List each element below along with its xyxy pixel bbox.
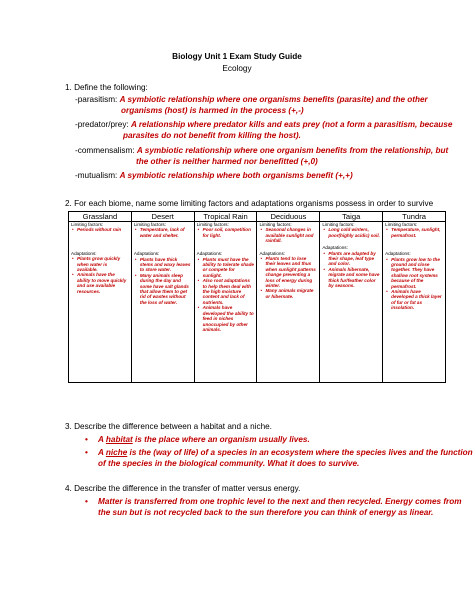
limiting-list xyxy=(322,227,380,238)
limiting-label: Limiting factors: xyxy=(322,222,355,227)
adaptations-list xyxy=(385,257,443,311)
list-item: • Temperature, sunlight, permafrost. xyxy=(391,227,443,238)
adaptations-list xyxy=(134,257,192,306)
limiting-label: Limiting factors: xyxy=(133,222,166,227)
biome-header-row xyxy=(69,212,446,222)
term-predator-prey: -predator/prey: xyxy=(75,120,129,129)
adaptations-list xyxy=(71,256,129,294)
list-item: • Long cold winters, poor(highly acidic) soil. xyxy=(328,227,380,238)
biome-cell-taiga xyxy=(320,222,383,383)
list-item: • Animals have the ability to move quickly and use available resources. xyxy=(77,272,129,294)
term-mutualism: -mutualism: xyxy=(75,171,118,180)
adaptations-list xyxy=(322,251,380,289)
bullet-icon: • xyxy=(85,497,88,506)
list-item: • Plants must have the ability to tolerate shade or compete for sunlight. xyxy=(203,257,255,279)
def-predator-prey xyxy=(75,120,452,131)
q1-prompt: 1. Define the following: xyxy=(65,83,148,92)
biome-header-deciduous: Deciduous xyxy=(257,212,320,222)
adaptations-label: Adaptations: xyxy=(322,245,348,251)
biome-header-tropical-rain: Tropical Rain xyxy=(194,212,257,222)
q4-answer-cont: the sun but is not recycled back to the sun therefore you can think of energy as linear. xyxy=(98,508,434,517)
list-item: • Plants have thick stems and waxy leaves to store water. xyxy=(140,257,192,273)
term-commensalism: -commensalism: xyxy=(75,146,135,155)
bullet-icon: • xyxy=(85,435,88,444)
list-item: • Animals hibernate, migrate and some have thick fur/feather color by seasons. xyxy=(328,267,380,289)
list-item: • Animals have developed a thick layer of fur or fat as insolation. xyxy=(391,289,443,311)
biome-table xyxy=(68,211,446,383)
biome-cell-tropical-rain xyxy=(194,222,257,383)
q4-answer: • Matter is transferred from one trophic level to the next and then recycled. Energy comes from xyxy=(85,497,462,506)
adaptations-list xyxy=(197,257,255,333)
term-parasitism: -parasitism: xyxy=(75,95,118,104)
limiting-list xyxy=(71,227,129,232)
limiting-label: Limiting factors: xyxy=(196,222,229,227)
def-commensalism xyxy=(75,146,448,157)
list-item: • Many animals migrate or hibernate. xyxy=(265,288,317,299)
def-predator-prey-text: A relationship where predator kills and eats prey (not a form a parasitism, because xyxy=(130,120,453,129)
adaptations-label: Adaptations: xyxy=(71,250,97,256)
list-item: • Also root adaptations to help them deal with the high moisture content and lack of nutrients. xyxy=(203,278,255,305)
limiting-list xyxy=(259,227,317,243)
biome-header-desert: Desert xyxy=(131,212,194,222)
adaptations-label: Adaptations: xyxy=(196,251,223,257)
niche-term: niche xyxy=(105,448,128,457)
limiting-list xyxy=(134,227,192,238)
list-item: • Temperature, lack of water and shelter. xyxy=(140,227,192,238)
limiting-label: Limiting factors: xyxy=(259,222,292,227)
q4-prompt: 4. Describe the difference in the transfer of matter versus energy. xyxy=(65,484,301,493)
def-parasitism xyxy=(75,95,428,106)
biome-cell-tundra xyxy=(383,222,446,383)
def-predator-prey-cont: parasites do not benefit from killing the host). xyxy=(123,131,301,140)
habitat-term: habitat xyxy=(105,435,133,444)
adaptations-label: Adaptations: xyxy=(259,250,286,256)
list-item: • Seasonal changes in available sunlight and rainfall. xyxy=(265,227,317,243)
bullet-icon: • xyxy=(85,448,88,457)
limiting-label: Limiting factors: xyxy=(71,222,104,227)
q2-prompt: 2. For each biome, name some limiting factors and adaptations organisms possess in order to survive xyxy=(65,199,434,208)
list-item: • Plants are adapted by their shape, leaf type and color. xyxy=(328,251,380,267)
q3-niche-answer-cont: of the species in the biological community. What it does to survive. xyxy=(98,459,360,468)
def-parasitism-text: A symbiotic relationship where one organisms benefits (parasite) and the other xyxy=(119,95,428,104)
list-item: • Periods without rain xyxy=(77,227,129,232)
q3-prompt: 3. Describe the difference between a habitat and a niche. xyxy=(65,422,272,431)
limiting-list xyxy=(385,227,443,238)
adaptations-label: Adaptations: xyxy=(133,251,160,257)
def-mutualism xyxy=(75,171,353,182)
page-subtitle: Ecology xyxy=(222,64,252,73)
limiting-label: Limiting factors: xyxy=(385,222,418,227)
def-commensalism-cont: the other is neither harmed nor benefitted (+,0) xyxy=(136,157,318,166)
adaptations-label: Adaptations: xyxy=(385,251,411,257)
biome-header-grassland: Grassland xyxy=(69,212,132,222)
list-item: • Plants tend to lose their leaves and thus when sunlight patterns change preventing a loss of energy during winter. xyxy=(265,256,317,288)
q3-niche-answer: • A niche is the (way of life) of a species in an ecosystem where the species lives and the function xyxy=(85,448,473,457)
biome-cell-deciduous xyxy=(257,222,320,383)
list-item: • Poor soil, competition for light. xyxy=(203,227,255,238)
biome-header-taiga: Taiga xyxy=(320,212,383,222)
list-item: • Many animals sleep during the day and some have salt glands that allow them to get rid of wastes without the loss of water. xyxy=(140,273,192,305)
def-commensalism-text: A symbiotic relationship where one organism benefits from the relationship, but xyxy=(136,146,449,155)
def-parasitism-cont: organisms (host) is harmed in the process (+,-) xyxy=(121,106,304,115)
def-mutualism-text: A symbiotic relationship where both organisms benefit (+,+) xyxy=(119,171,353,180)
list-item: • Animals have developed the ability to feed in niches unoccupied by other animals. xyxy=(203,305,255,332)
q3-habitat-answer: • A habitat is the place where an organism usually lives. xyxy=(85,435,310,444)
adaptations-list xyxy=(259,256,317,299)
biome-cell-grassland xyxy=(69,222,132,383)
list-item: • Plants grow quickly when water is available. xyxy=(77,256,129,272)
page-title: Biology Unit 1 Exam Study Guide xyxy=(172,52,302,61)
limiting-list xyxy=(197,227,255,238)
biome-cell-desert xyxy=(131,222,194,383)
list-item: • Plants grow low to the ground and close together. They have shallow root systems because of the permafrost. xyxy=(391,257,443,289)
biome-body-row xyxy=(69,222,446,383)
biome-header-tundra: Tundra xyxy=(383,212,446,222)
